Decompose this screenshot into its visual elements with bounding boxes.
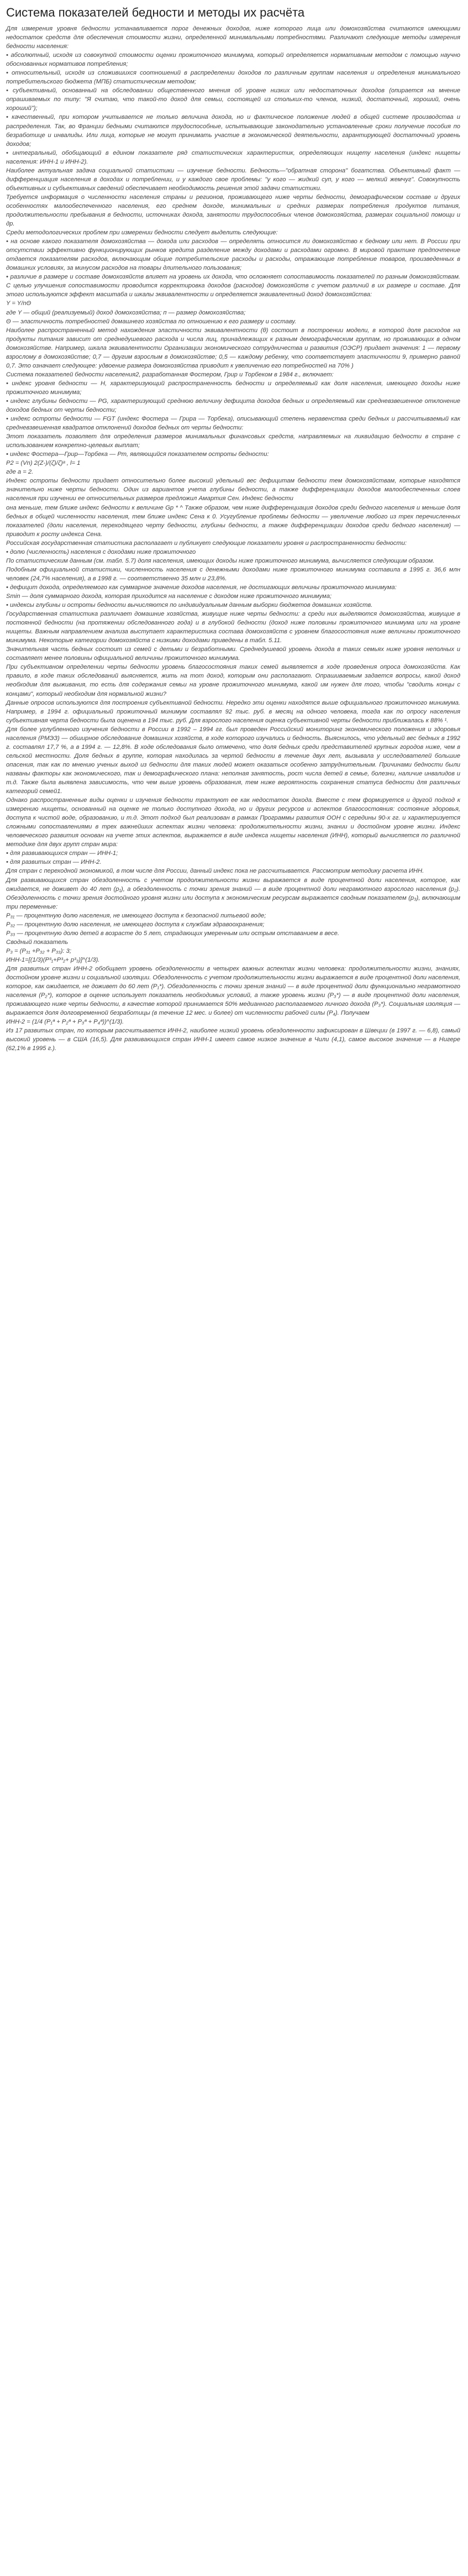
paragraph: где Y — общий (реализуемый) доход домохозяйства; п — размер домохозяйства; (6, 309, 246, 316)
paragraph: Сводный показатель (6, 938, 69, 946)
paragraph: • различие в размере и составе домохозяйств влияет на уровень их дохода, что осложняет сопоставимость показателей по разным домохозяйствам. С целью улучшения сопоставимости проводится корректировка доходов (расходов) домохозяйств с учетом различий в их размере и составе. Для этого используются эффект масштаба и шкалы эквивалентности и определяется эквивалентный доход домохозяйства: (6, 274, 460, 298)
paragraph: P₃₃ — процентную долю детей в возрасте до 5 лет, страдающих умеренным или острым отставанием в весе. (6, 930, 339, 937)
paragraph: P₃₁ — процентную долю населения, не имеющего доступа к безопасной питьевой воде; (6, 912, 266, 919)
paragraph: Y = Y/nΘ (6, 300, 31, 307)
paragraph: Для развитых стран ИНН-2 обобщает уровень обездоленности в четырех важных аспектах жизни человека: продолжительности жизни, знаниях, достойном уровне жизни и социальной изоляции. Обездоленность с учетом продолжительности жизни выражается в виде процентной доли населения, которое, как ожидается, не доживет до 60 лет (P₁*). Обездоленность с точки зрения знаний — в виде процентной доли функционально неграмотного населения (P₂*), которое в оценке использует показатель необходимых условий, а также уровень жизни (P₃*) — в виде процентной доли населения, проживающего ниже черты бедности, в качестве которой принимается 50% медианного располагаемого личного дохода (P₃*). Социальная изоляция — выражается доля долговременной безработицы (в течение 12 мес. и более) от численности рабочей силы (P₄). Получаем (6, 965, 460, 1017)
paragraph: Smin — доля суммарного дохода, которая приходится на население с доходом ниже прожиточного минимума; (6, 593, 332, 600)
paragraph: она меньше, тем ближе индекс бедности к величине Gp * ^ Также образом, чем ниже дифференциация доходов среди бедного населения и меньше доля бедных в общей численности населения, тем ближе индекс Сена к 0. Усугубление проблемы бедности — увеличение любого из трех перечисленных показателей (доли населения, переходящего черту бедности, глубины бедности, а также дифференциации доходов среди бедного населения) — приводит к росту индекса Сена. (6, 504, 460, 538)
page-title: Система показателей бедности и методы их расчёта (6, 6, 305, 19)
paragraph: ИНН-2 = (1/4 (P₁ª + P₂ª + P₃ª + P₄ª))^(1/3). (6, 1019, 124, 1026)
paragraph: • индексы глубины и остроты бедности вычисляются по индивидуальным данным выборки бюджетов домашних хозяйств. (6, 602, 373, 609)
paragraph: • индекс глубины бедности — PG, характеризующий среднюю величину дефицита доходов бедных и определяемый как средневзвешенное отклонение доходов бедных от черты бедности; (6, 397, 460, 414)
paragraph: Наиболее актуальная задача социальной статистики — изучение бедности. Бедность—"обратная сторона" богатства. Объективный факт — дифференциация населения в доходах и потреблении, и у каждого свое проблемы: "у кого — жидкий суп, у кого — мелкий жемчуг". Совокупность объективных и субъективных сведений обеспечивает необходимость решения этой задачи статистики. (6, 167, 460, 192)
paragraph: По статистическим данным (см. табл. 5.7) доля населения, имеющих доходы ниже прожиточного минимума, вычисляется следующим образом. (6, 557, 435, 564)
paragraph: • для развитых стран — ИНН-2. (6, 859, 102, 866)
paragraph: Для измерения уровня бедности устанавливается порог денежных доходов, ниже которого лица или домохозяйства считаются имеющими недостаток средств для обеспечения стоимости жизни, определенной минимальными потребностями. Различают следующие методы измерения бедности населения: (6, 25, 460, 50)
paragraph: P₃₂ — процентную долю населения, не имеющего доступа к службам здравоохранения; (6, 921, 265, 928)
paragraph: • качественный, при котором учитывается не только величина дохода, но и фактическое положение людей в общей системе производства и распределения. Так, во Франции бедными считаются трудоспособные, испытывающие законодательно установленные сроки получение пособия по безработице и инвалиды. Или лица, которые не могут принимать участие в экономической деятельности, гарантирующей достаточный уровень доходов; (6, 114, 460, 148)
paragraph: Среди методологических проблем при измерении бедности следует выделить следующие: (6, 229, 278, 237)
paragraph: Для более углубленного изучения бедности в России в 1992 – 1994 гг. был проведен Российский мониторинг экономического положения и здоровья населения (РМЭЗ) — обширное обследование домашних хозяйств, в ходе которого изучались и бедность. Выяснилось, что удельный вес бедных в 1992 г. составлял 17,7 %, а в 1994 г. — 12,8%. В ходе обследования было отмечено, что доля бедных среди представителей крупных городов ниже, чем в сельской местности. Доля бедных в группе, которая находилась за чертой бедности в течение двух лет, вызывала у исследователей большие опасения, так как по мнению ученых выход из бедности для таких людей может оказаться особенно затруднительным. Причинами бедности были названы факторы как экономического, так и демографического плана: неполная занятость, рост числа детей в семье, болезни, наличие инвалидов и т.д. Также была выявлена зависимость, что чем выше уровень образования, тем ниже вероятность сохранения статуса бедности для различных категорий семей1. (6, 726, 460, 795)
paragraph: Государственная статистика различает домашние хозяйства, живущие ниже черты бедности: а среди них выделяются домохозяйства, живущие в постоянной бедности (на протяжении обследованного года) и в глубокой бедности (доход ниже половины прожиточного минимума или на уровне нищеты. Важным направлением анализа выступает характеристика состава домохозяйств с уровнем благосостояния ниже величины прожиточного минимума. Некоторые категории домохозяйств с низкими доходами приведены в табл. 5.11. (6, 611, 460, 644)
paragraph: Индекс остроты бедности придает относительно более высокий удельный вес дефицитам бедности тем домохозяйствам, которые находятся значительно ниже черты бедности. Один из вариантов учета глубины бедности, а также дифференциации доходов малообеспеченных слоев населения при изучении ее относительных размеров предложил Амартия Сен. Индекс бедности (6, 478, 460, 502)
paragraph: • относительный, исходя из сложившихся соотношений в распределении доходов по различным группам населения и определения минимального потребительского бюджета (МПБ) статистическим методом; (6, 70, 460, 86)
paragraph: • долю (численность) населения с доходами ниже прожиточного (6, 548, 196, 555)
paragraph: • индекс уровня бедности — Н, характеризующий распространенность бедности и определяемый как доля населения, имеющего доходы ниже прожиточного минимума; (6, 380, 460, 396)
paragraph: • индекс Фостера—Грир—Торбека — Рт, являющийся показателем остроты бедности: (6, 451, 269, 458)
paragraph: Данные опросов используются для построения субъективной бедности. Нередко эти оценки находятся выше официального прожиточного минимума. Например, в 1994 г. официальный прожиточный минимум составлял 92 тыс. руб. в месяц на одного человека, тогда как по опросу населения субъективная черта бедности была оценена в 194 тыс. руб. Для взрослого населения оценка субъективной черты бедности приближалась к 88% ¹. (6, 699, 460, 724)
paragraph: Наиболее распространенный метод нахождения эластичности эквивалентности (θ) состоит в построении модели, в которой доля расходов на продукты питания зависит от среднедушевого расхода и числа лиц, принадлежащих к разным демографическим группам, но проживающих в одном домохозяйстве. Например, шкала эквивалентности Организации экономического сотрудничества и развития (ОЭСР) придает значения: 1 — первому взрослому в домохозяйстве; 0,7 — другим взрослым в домохозяйстве; 0,5 — каждому ребенку, что соответствует эластичности 9, примерно равной 0,7. Это означает следующее: удвоение размера домохозяйства приводит к увеличению его потребностей на 70% ) (6, 327, 460, 369)
paragraph: • дефицит дохода, определяемого как суммарное значение доходов населения, не достигающих величины прожиточного минимума: (6, 584, 397, 591)
paragraph: Θ — эластичность потребностей домашнего хозяйства по отношению к его размеру и составу. (6, 318, 297, 325)
paragraph: • на основе какого показателя домохозяйства — дохода или расходов — определять относится ли домохозяйство к бедному или нет. В России при отсутствии эффективно функционирующих рынков кредита разделение между доходами и расходами огромно. В мировой практике предпочтение отдается показателям расходов, включающим общие потребительские расходы и расходы, отражающие потребление товаров, произведенных в домашних условиях, за минусом расходов на товары длительного пользования; (6, 238, 460, 272)
paragraph: Однако распространенные виды оценки и изучения бедности трактуют ее как недостаток дохода. Вместе с тем формируется и другой подход к измерению нищеты, основанный на оценке не только доступного дохода, но и других ресурсов и аспектов благосостояния: состояние здоровья, доступа к чистой воде, образованию, и т.д. Этот подход был реализован в рамках Программы развития ООН с середины 90-х гг. и характеризуется сложными сопоставлениями в трех важнейших аспектах жизни человека: продолжительности жизни, знании и достойном уровне жизни. Индекс человеческого развития основан на учете этих аспектов, выражается в виде индекса нищеты населения (ИНН), который вычисляется по различной методике для двух групп стран мира: (6, 797, 460, 848)
paragraph: • индекс остроты бедности — FGT (индекс Фостера — Грира — Торбека), описывающий степень неравенства среди бедных и рассчитываемый как средневзвешенная квадратов отклонений доходов бедных от черты бедности: (6, 416, 460, 432)
paragraph: • интегральный, обобщающий в едином показателе ряд статистических характеристик, определяющих нищету населения (индекс нищеты населения: ИНН-1 и ИНН-2). (6, 149, 460, 165)
paragraph: Российская государственная статистика располагает и публикует следующие показатели уровня и распространенности бедности: (6, 539, 407, 547)
paragraph: Требуется информация о численности населения страны и регионов, проживающего ниже черты бедности, демографическом составе и других особенностях малообеспеченного населения, его среднем доходе, минимальных и средних размерах потребления продуктов питания, продолжительности пребывания в бедности, источниках дохода, занятости трудоспособных членов домохозяйства, размерах социальной помощи и др. (6, 193, 460, 228)
paragraph: Для стран с переходной экономикой, в том числе для России, данный индекс пока не рассчитывается. Рассмотрим методику расчета ИНН. (6, 868, 424, 875)
paragraph: Подобным официальной статистики, численность населения с денежными доходами ниже прожиточного минимума составила в 1995 г. 36,6 млн человек (24,7% населения), а в 1998 г. — соответственно 35 млн и 23,8%. (6, 566, 460, 582)
article-body (6, 24, 460, 1053)
paragraph: Этот показатель позволяет для определения размеров минимальных финансовых средств, направляемых на ликвидацию бедности в стране с использованием конкретно-целевых выплат; (6, 433, 460, 449)
paragraph: Из 17 развитых стран, по которым рассчитывается ИНН-2, наиболее низкий уровень обездоленности зафиксирован в Швеции (в 1997 г. — 6,8), самый высокий уровень — в США (16,5). Для развивающихся стран ИНН-1 имеет самое низкое значение в Чили (4,1), самое высокое значение — в Нигере (62,1% в 1995 г.). (6, 1027, 460, 1052)
paragraph: Для развивающихся стран обездоленность с учетом продолжительности жизни выражается в виде процентной доли населения, которое, как ожидается, не доживет до 40 лет (p₁), а обездоленность с точки зрения знаний — в виде процентной доли неграмотного взрослого населения (p₂). Обездоленность с точки зрения достойного уровня жизни или доступа к экономическим ресурсам выражается сводным показателем (p₃), включающим три переменные: (6, 877, 460, 910)
paragraph: ИНН-1=[(1/3)(P³₁+P³₂+ p³₃)]^(1/3). (6, 956, 100, 963)
paragraph: Р2 = (Vn) 2(Ζ-)/(ζ)/ζ)ᵃ , l= 1 (6, 460, 81, 467)
paragraph: • субъективный, основанный на обследовании общественного мнения об уровне низких или недостаточных доходов (опирается на мнение опрашиваемых по типу: "Я считаю, что такой-то доход для семьи, состоящей из стольких-то членов, низкий, достаточный, хороший, очень хороший"); (6, 87, 460, 112)
article (0, 0, 468, 1053)
paragraph: P₃ = (P₃₁ +P₃₂ + P₃₃): 3; (6, 947, 71, 954)
paragraph: При субъективном определении черты бедности уровень благосостояния таких семей выявляется в ходе проведения опроса домохозяйств. Как правило, в ходе таких обследований выясняется, жить на тот доход, которым они располагают. Опрашиваемым задается вопросы, какой доход необходим для выживания, то есть для содержания семьи на уровне прожиточного минимума, какой им нужен для того, чтобы "сводить концы с концами", который необходим для нормальной жизни? (6, 664, 460, 697)
paragraph: Система показателей бедности населения2, разработанная Фостером, Грир и Торбеком в 1984 г., включает: (6, 371, 334, 378)
paragraph: Значительная часть бедных состоит из семей с детьми и безработными. Среднедушевой уровень дохода в таких семьях ниже уровня неполных и составляет менее половины официальной величины прожиточного минимума. (6, 646, 460, 662)
paragraph: • для развивающихся стран — ИНН-1; (6, 850, 118, 857)
paragraph: где а = 2. (6, 469, 34, 476)
paragraph: • абсолютный, исходя из совокупной стоимости оценки прожиточного минимума, который определяется нормативным методом с помощью научно обоснованных нормативов потребления; (6, 52, 460, 68)
